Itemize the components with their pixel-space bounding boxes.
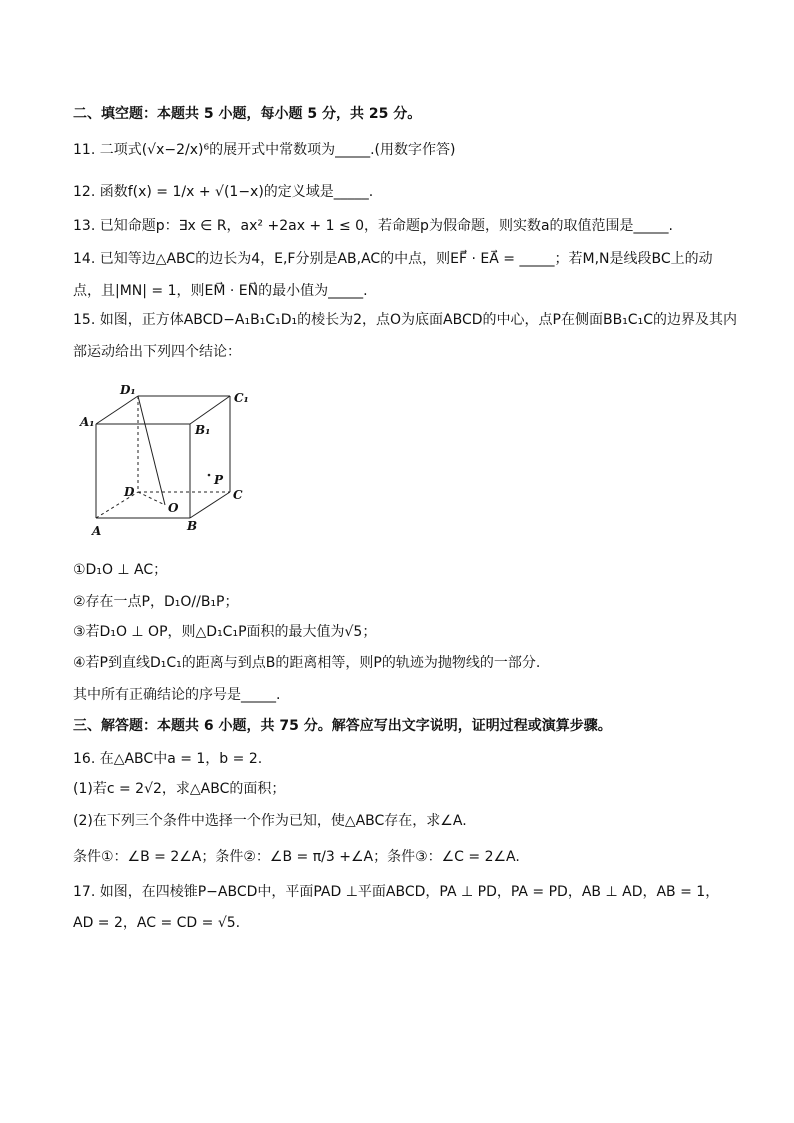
section2-heading: 二、填空题：本题共 5 小题，每小题 5 分，共 25 分。 <box>73 106 422 122</box>
label-c1: C₁ <box>234 391 249 405</box>
question-11: 11. 二项式(√x−2/x)⁶的展开式中常数项为_____.(用数字作答) <box>73 142 456 158</box>
question-16-line1: 16. 在△ABC中a = 1，b = 2. <box>73 751 263 767</box>
question-16-part1: (1)若c = 2√2，求△ABC的面积； <box>73 781 286 797</box>
question-14-line1: 14. 已知等边△ABC的边长为4，E,F分别是AB,AC的中点，则EF⃗ · EA⃗ = _____；若M,N是线段BC上的动 <box>73 251 713 267</box>
question-15-line1: 15. 如图，正方体ABCD−A₁B₁C₁D₁的棱长为2，点O为底面ABCD的中心，点P在侧面BB₁C₁C的边界及其内 <box>73 312 737 328</box>
cube-figure <box>80 378 256 538</box>
question-14-line2: 点，且|MN| = 1，则EM⃗ · EN⃗的最小值为_____. <box>73 283 368 299</box>
label-p: P <box>214 473 224 487</box>
statement-4: ④若P到直线D₁C₁的距离与到点B的距离相等，则P的轨迹为抛物线的一部分. <box>73 655 541 671</box>
statement-2: ②存在一点P，D₁O//B₁P； <box>73 594 239 610</box>
question-16-conditions: 条件①：∠B = 2∠A；条件②：∠B = π/3 +∠A；条件③：∠C = 2∠A. <box>73 849 520 865</box>
question-17-line1: 17. 如图，在四棱锥P−ABCD中，平面PAD ⊥平面ABCD，PA ⊥ PD，PA = PD，AB ⊥ AD，AB = 1， <box>73 884 720 900</box>
label-c: C <box>233 488 243 502</box>
statement-3: ③若D₁O ⊥ OP，则△D₁C₁P面积的最大值为√5； <box>73 624 377 640</box>
question-12: 12. 函数f(x) = 1/x + √(1−x)的定义域是_____. <box>73 184 374 200</box>
edge-b1-c1 <box>190 396 230 424</box>
question-17-line2: AD = 2，AC = CD = √5. <box>73 915 241 931</box>
label-d1: D₁ <box>120 383 136 397</box>
segment-d1-o <box>138 396 165 505</box>
question-13: 13. 已知命题p：∃x ∈ R，ax² +2ax + 1 ≤ 0，若命题p为假命题，则实数a的取值范围是_____. <box>73 218 673 234</box>
label-a: A <box>92 524 102 538</box>
label-d: D <box>124 485 135 499</box>
cube-diagram <box>80 378 256 538</box>
statement-1: ①D₁O ⊥ AC； <box>73 562 168 578</box>
point-p <box>208 474 211 477</box>
question-16-part2: (2)在下列三个条件中选择一个作为已知，使△ABC存在，求∠A. <box>73 813 467 829</box>
segment-d-o <box>138 492 165 505</box>
label-o: O <box>168 501 179 515</box>
section3-heading: 三、解答题：本题共 6 小题，共 75 分。解答应写出文字说明，证明过程或演算步骤。 <box>73 718 612 734</box>
label-b: B <box>187 519 198 533</box>
question-15-line2: 部运动给出下列四个结论： <box>73 344 241 360</box>
edge-b-c <box>190 492 230 518</box>
label-a1: A₁ <box>80 415 95 429</box>
edge-a1-d1 <box>96 396 138 424</box>
question-15-conclusion: 其中所有正确结论的序号是_____. <box>73 687 281 703</box>
label-b1: B₁ <box>195 423 211 437</box>
